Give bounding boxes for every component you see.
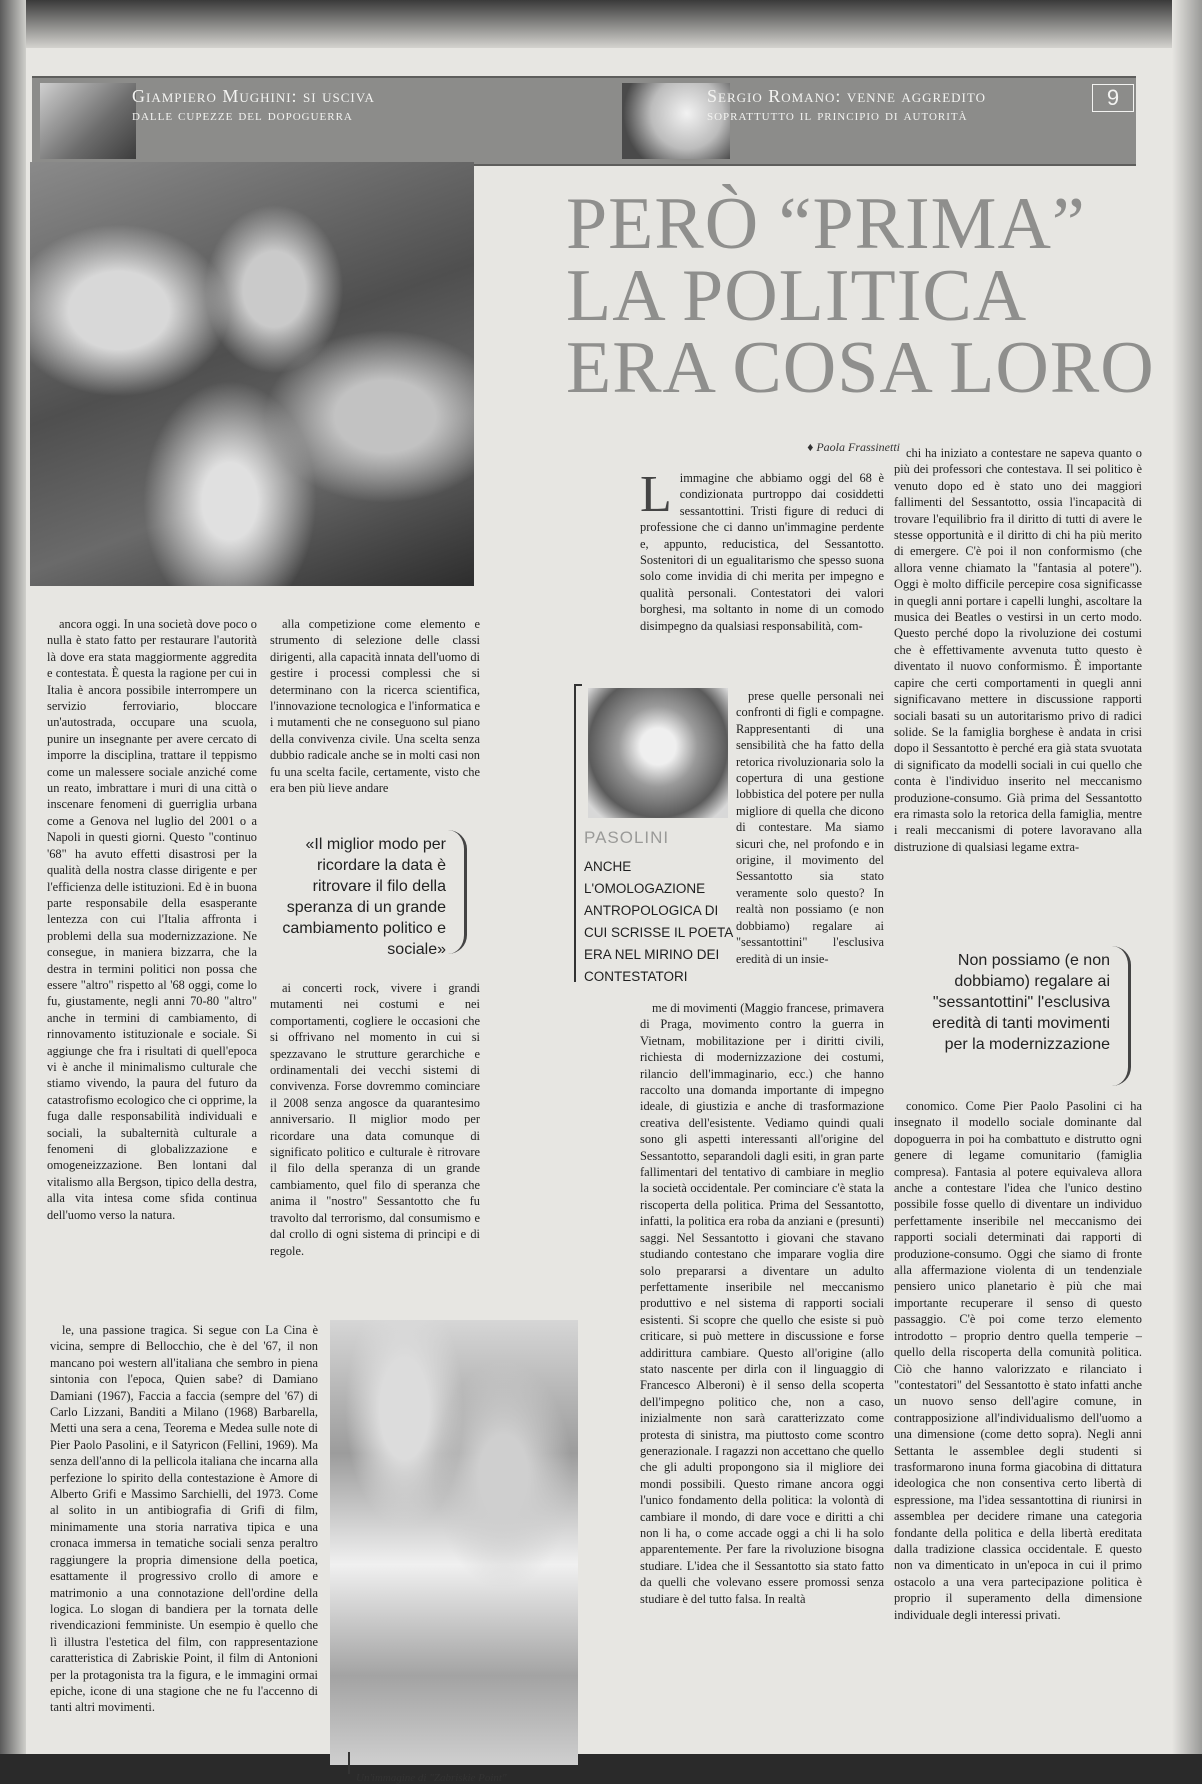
column-4-text: chi ha iniziato a contestare ne sapeva quanto o più dei professori che contestava. Il sei politico è venuto dopo ed è stato uno dei maggiori fallimenti del Sessantotto, ossia l'incapacità di trovare l'equilibrio fra il diritto di tutti di avere le stesse opportunità e il diritto di chi ha più merito di emergere. C'è poi il non conformismo (che allora venne chiamato la "fantasia al potere"). Oggi è molto difficile percepire cosa significasse in quegli anni portare i capelli lunghi, ascoltare la musica dei Beatles o vestirsi in un certo modo. Questo perché dopo la rivoluzione dei costumi che è effettivamente avvenuta tutto questo è diventato il nuovo conformismo. È importante capire che certi comportamenti in quegli anni significavano mettere in discussione rapporti sociali basati su un autoritarismo privo di radici solide. Se la famiglia borghese è andata in crisi dopo il Sessantotto è perché era già stata svuotata di significato da modelli sociali in cui quello che conta è l'individuo inserito nel meccanismo produzione-consumo. Già prima del Sessantotto era rimasta solo la retorica della famiglia, mentre i reali meccanismi di potere lavoravano alla distruzione di qualsiasi legame extra-: [894, 446, 1142, 854]
pullquote-bracket-left: [448, 830, 467, 954]
protest-photo: [30, 162, 474, 586]
body-column-1: [47, 616, 257, 1256]
scan-shadow-top: [0, 0, 1202, 48]
sidebar-text: ANCHE L'OMOLOGAZIONE ANTROPOLOGICA DI CUI SCRISSE IL POETA ERA NEL MIRINO DEI CONTESTATORI: [584, 859, 733, 984]
caption-rule: [348, 1752, 350, 1774]
header-left-text: [132, 86, 492, 126]
header-right-title: Sergio Romano: venne aggredito: [707, 86, 986, 106]
header-right-text: [707, 86, 1087, 126]
column-2-text: alla competizione come elemento e strumento di selezione delle classi dirigenti, alla capacità innata dell'uomo di gestire i processi complessi che si determinano con la ricerca scientifica, l'innovazione tecnologica e l'informatica e i mutamenti che ne conseguono sul piano della convivenza civile. Una scelta senza dubbio radicale anche se in molti casi non fu una scelta facile, certamente, visto che era ben più lieve andare: [270, 617, 480, 796]
body-column-2b: [270, 980, 480, 1256]
scan-shadow-left: [0, 0, 26, 1754]
header-right-subtitle: soprattutto il principio di autorità: [707, 107, 968, 124]
section-header: [32, 76, 1136, 166]
column-3b-text: prese quelle personali nei confronti di figli e compagne. Rappresentanti di una sensibilità che ha fatto della retorica rivoluzionaria solo la copertura di una gestione lobbistica del potere per nulla migliore di quella che dicono di contestare. Ma siamo sicuri che, nel profondo e in origine, il movimento del Sessantotto sia stato veramente solo questo? In realtà non possiamo (e non dobbiamo) regalare ai "sessantottini" l'esclusiva eredità di un insie-: [736, 689, 884, 966]
pullquote-bracket-right: [1112, 946, 1131, 1086]
body-column-3b: [736, 688, 884, 1000]
article-headline: PERÒ “PRIMA” LA POLITICA ERA COSA LORO: [566, 183, 1155, 409]
body-column-3c: [640, 1000, 884, 1758]
column-3c-text: me di movimenti (Maggio francese, primavera di Praga, movimento contro la guerra in Vietnam, mobilitazione per i diritti civili, richiesta di modernizzazione dei costumi, rilancio dell'immaginario, ecc.) che hanno raccolto una domanda importante di impegno ideale, di giustizia e anche di trasformazione creativa dell'esistente. Vediamo quindi quali sono gli aspetti interessanti all'origine del Sessantotto, separandoli dagli esiti, in gran parte fallimentari del tentativo di cambiare in meglio la società occidentale. Per cominciare c'è stata la riscoperta della politica. Prima del Sessantotto, infatti, la politica era roba da anziani e (presunti) saggi. Nel Sessantotto i giovani che stavano studiando contestano che imparare voglia dire solo prepararsi a diventare un adulto perfettamente inseribile nel meccanismo produttivo e nel sistema di rapporti sociali esistenti. Si scopre che quello che esiste si può criticare, si può mettere in discussione e forse addirittura cambiare. Questo all'origine (allo stato nascente per dirla con il linguaggio di Francesco Alberoni) è il senso della scoperta dell'impegno politico che, non a caso, inizialmente non sarà caratterizzato come protesta di sinistra, ma piuttosto come scontro generazionale. I ragazzi non accettano che quello che gli adulti propongono sia il migliore dei mondi possibili. Questo rimane ancora oggi l'unico fondamento della politica: la volontà di cambiare il mondo, di dare voce e diritti a chi non li ha, o come accade oggi a chi li ha solo apparentemente. Per fare la rivoluzione bisogna studiare. L'idea che il Sessantotto sia stato fatto da quelli che volevano essere promossi senza studiare è del tutto falsa. In realtà: [640, 1001, 884, 1606]
column-4b-text: conomico. Come Pier Paolo Pasolini ci ha insegnato il modello sociale dominante dal dopoguerra in poi ha combattuto e distrutto ogni genere di legame comunitario (famiglia compresa). Fantasia al potere equivaleva allora anche a contestare l'idea che l'unico destino possibile fosse quello di diventare un individuo perfettamente inseribile nel meccanismo dei rapporti sociali determinati dai rapporti di produzione-consumo. Oggi che siamo di fronte alla affermazione violenta di un tendenziale pensiero unico planetario è più che mai importante recuperare il senso di questo passaggio. C'è poi come terzo elemento introdotto – proprio dentro quella temperie – quello della riscoperta della comunità politica. Ciò che hanno valorizzato e rilanciato i "contestatori" del Sessantotto è stato infatti anche un nuovo senso dell'agire comune, in contrapposizione all'individualismo dell'uomo a una dimensione (come detto sopra). Negli anni Settanta le assemblee degli studenti si trasformarono inuna forma giacobina di dittatura ideologica che non consentiva certo libertà di espressione, ma l'idea sessantottina di riunirsi in assemblea per decidere rimane una categoria fondante della politica e della libertà ereditata dalla tradizione classica occidentale. E questo non va dimenticato in un'epoca in cui il primo ostacolo a una vera partecipazione politica è proprio il superamento della dimensione individuale degli interessi privati.: [894, 1099, 1142, 1622]
zabriskie-point-photo: [330, 1320, 578, 1765]
bottom-column: [50, 1322, 318, 1758]
page-number: 9: [1092, 84, 1134, 112]
header-left-subtitle: dalle cupezze del dopoguerra: [132, 107, 353, 124]
drop-cap: L: [640, 466, 672, 523]
pullquote-right: Non possiamo (e non dobbiamo) regalare ai "sessantottini" l'esclusiva eredità di tanti movimenti per la modernizzazione: [932, 952, 1110, 1053]
header-photo-left: [40, 83, 136, 159]
bottom-column-text: le, una passione tragica. Si segue con La Cina è vicina, sempre di Bellocchio, che è del '67, il non mancano poi western all'italiana che sembro in piena sintonia con l'epoca, Quien sabe? di Damiano Damiani (1967), Faccia a faccia (sempre del '67) di Carlo Lizzani, Banditi a Milano (1968) Barbarella, Metti una sera a cena, Teorema e Medea sulle note di Pier Paolo Pasolini, e il Satyricon (Fellini, 1969). Ma senza dell'anno di la pellicola italiana che incarna alla perfezione lo spirito della contestazione è Amore di Alberto Grifi e Massimo Sarchielli, del 1973. Come al solito in un antibiografia di Grifi di film, minimamente una storia narrativa tipica e una cronaca immersa in tematiche sociali senza peraltro raggiungere la propria dimensione della poetica, esattamente il progressivo crollo di amore e matrimonio a una connotazione dell'ordine della logica. Lo slogan di bandiera per la tornata delle rivendicazioni femministe. Un esempio è quello che lì illustra l'estetica del film, con rappresentazione caratteristica di Zabriskie Point, il film di Antonioni per la protagonista tra la figura, e le immagini ormai epiche, icone di una stagione che ne fu l'accenno di tanti altri movimenti.: [50, 1323, 318, 1715]
byline: ♦ Paola Frassinetti: [807, 440, 900, 454]
sidebar-title: PASOLINI: [584, 828, 670, 847]
column-2b-text: ai concerti rock, vivere i grandi mutamenti nei costumi e nei comportamenti, cogliere le occasioni che si offrivano nel momento in cui si spezzavano le strutture gerarchiche e ordinamentali dei vecchi sistemi di convivenza. Forse dovremmo cominciare il 2008 senza angosce da quarantesimo anniversario. Il miglior modo per ricordare una data comunque di significato politico e culturale è ritrovare il filo della speranza di un grande cambiamento, quel filo di speranza che anima il "nostro" Sessantotto che fu travolto dal terrorismo, dal consumismo e dal crollo di ogni sistema di principi e di regole.: [270, 981, 480, 1258]
pullquote-left: «Il miglior modo per ricordare la data è ritrovare il filo della speranza di un grande cambiamento politico e sociale»: [282, 836, 446, 958]
sidebar-rule: [574, 684, 582, 982]
photo-caption: Un'immagine di "Zabriskie Point": [356, 1772, 507, 1784]
pasolini-photo: [588, 688, 728, 818]
column-3-text: immagine che abbiamo oggi del 68 è condizionata purtroppo dai cosiddetti sessantottini. Tristi figure di reduci di professione che ci danno un'immagine perdente e, appunto, reducistica, del Sessantotto. Sostenitori di un egualitarismo che spesso suona solo come invidia di chi merita per impegno e qualità personali. Contestatori dei valori borghesi, ma soltanto in nome di un comodo disimpegno da qualsiasi responsabilità, com-: [640, 471, 884, 633]
body-column-3: [640, 466, 884, 688]
body-column-4: [894, 445, 1142, 965]
header-left-title: Giampiero Mughini: si usciva: [132, 86, 375, 106]
body-column-4b: [894, 1098, 1142, 1758]
column-1-text: ancora oggi. In una società dove poco o nulla è stato fatto per restaurare l'autorità là dove era stata maggiormente aggredita e contestata. È questa la ragione per cui in Italia è ancora possibile interrompere un servizio ferroviario, bloccare un'autostrada, occupare una scuola, punire un insegnante per avere cercato di imporre la disciplina, trattare il teppismo come un malessere sociale anziché come un reato, imbrattare i muri di una città o inscenare fenomeni di guerriglia urbana come a Genova nel luglio del 2001 o a Napoli in questi giorni. Questo "continuo '68" ha avuto effetti disastrosi per la qualità della nostra classe dirigente e per l'efficienza delle istituzioni. Ed è in buona parte responsabile della esasperante lentezza con cui l'Italia affronta i problemi della sua modernizzazione. Ne consegue, in maniera bizzarra, che la destra in termini politici non possa che essere "altro" rispetto al '68 oggi, come lo fu, giustamente, negli anni 70-80 "altro" anche in termini di cambiamento, di rinnovamento istituzionale e sociale. Si aggiunge che fra i risultati di quell'epoca vi è anche il minimalismo culturale che stiamo vivendo, la paura del futuro da catastrofismo ecologico che ci opprime, la fuga dalle responsabilità individuali e sociali, la subalternità culturale a fenomeni di globalizzazione e omogeneizzazione. Ben lontani dal vitalismo alla Bergson, tipico della destra, alla vita intesa come sfida continua dell'uomo verso la natura.: [47, 617, 257, 1222]
page-edge: [1172, 0, 1202, 1754]
body-column-2: [270, 616, 480, 816]
